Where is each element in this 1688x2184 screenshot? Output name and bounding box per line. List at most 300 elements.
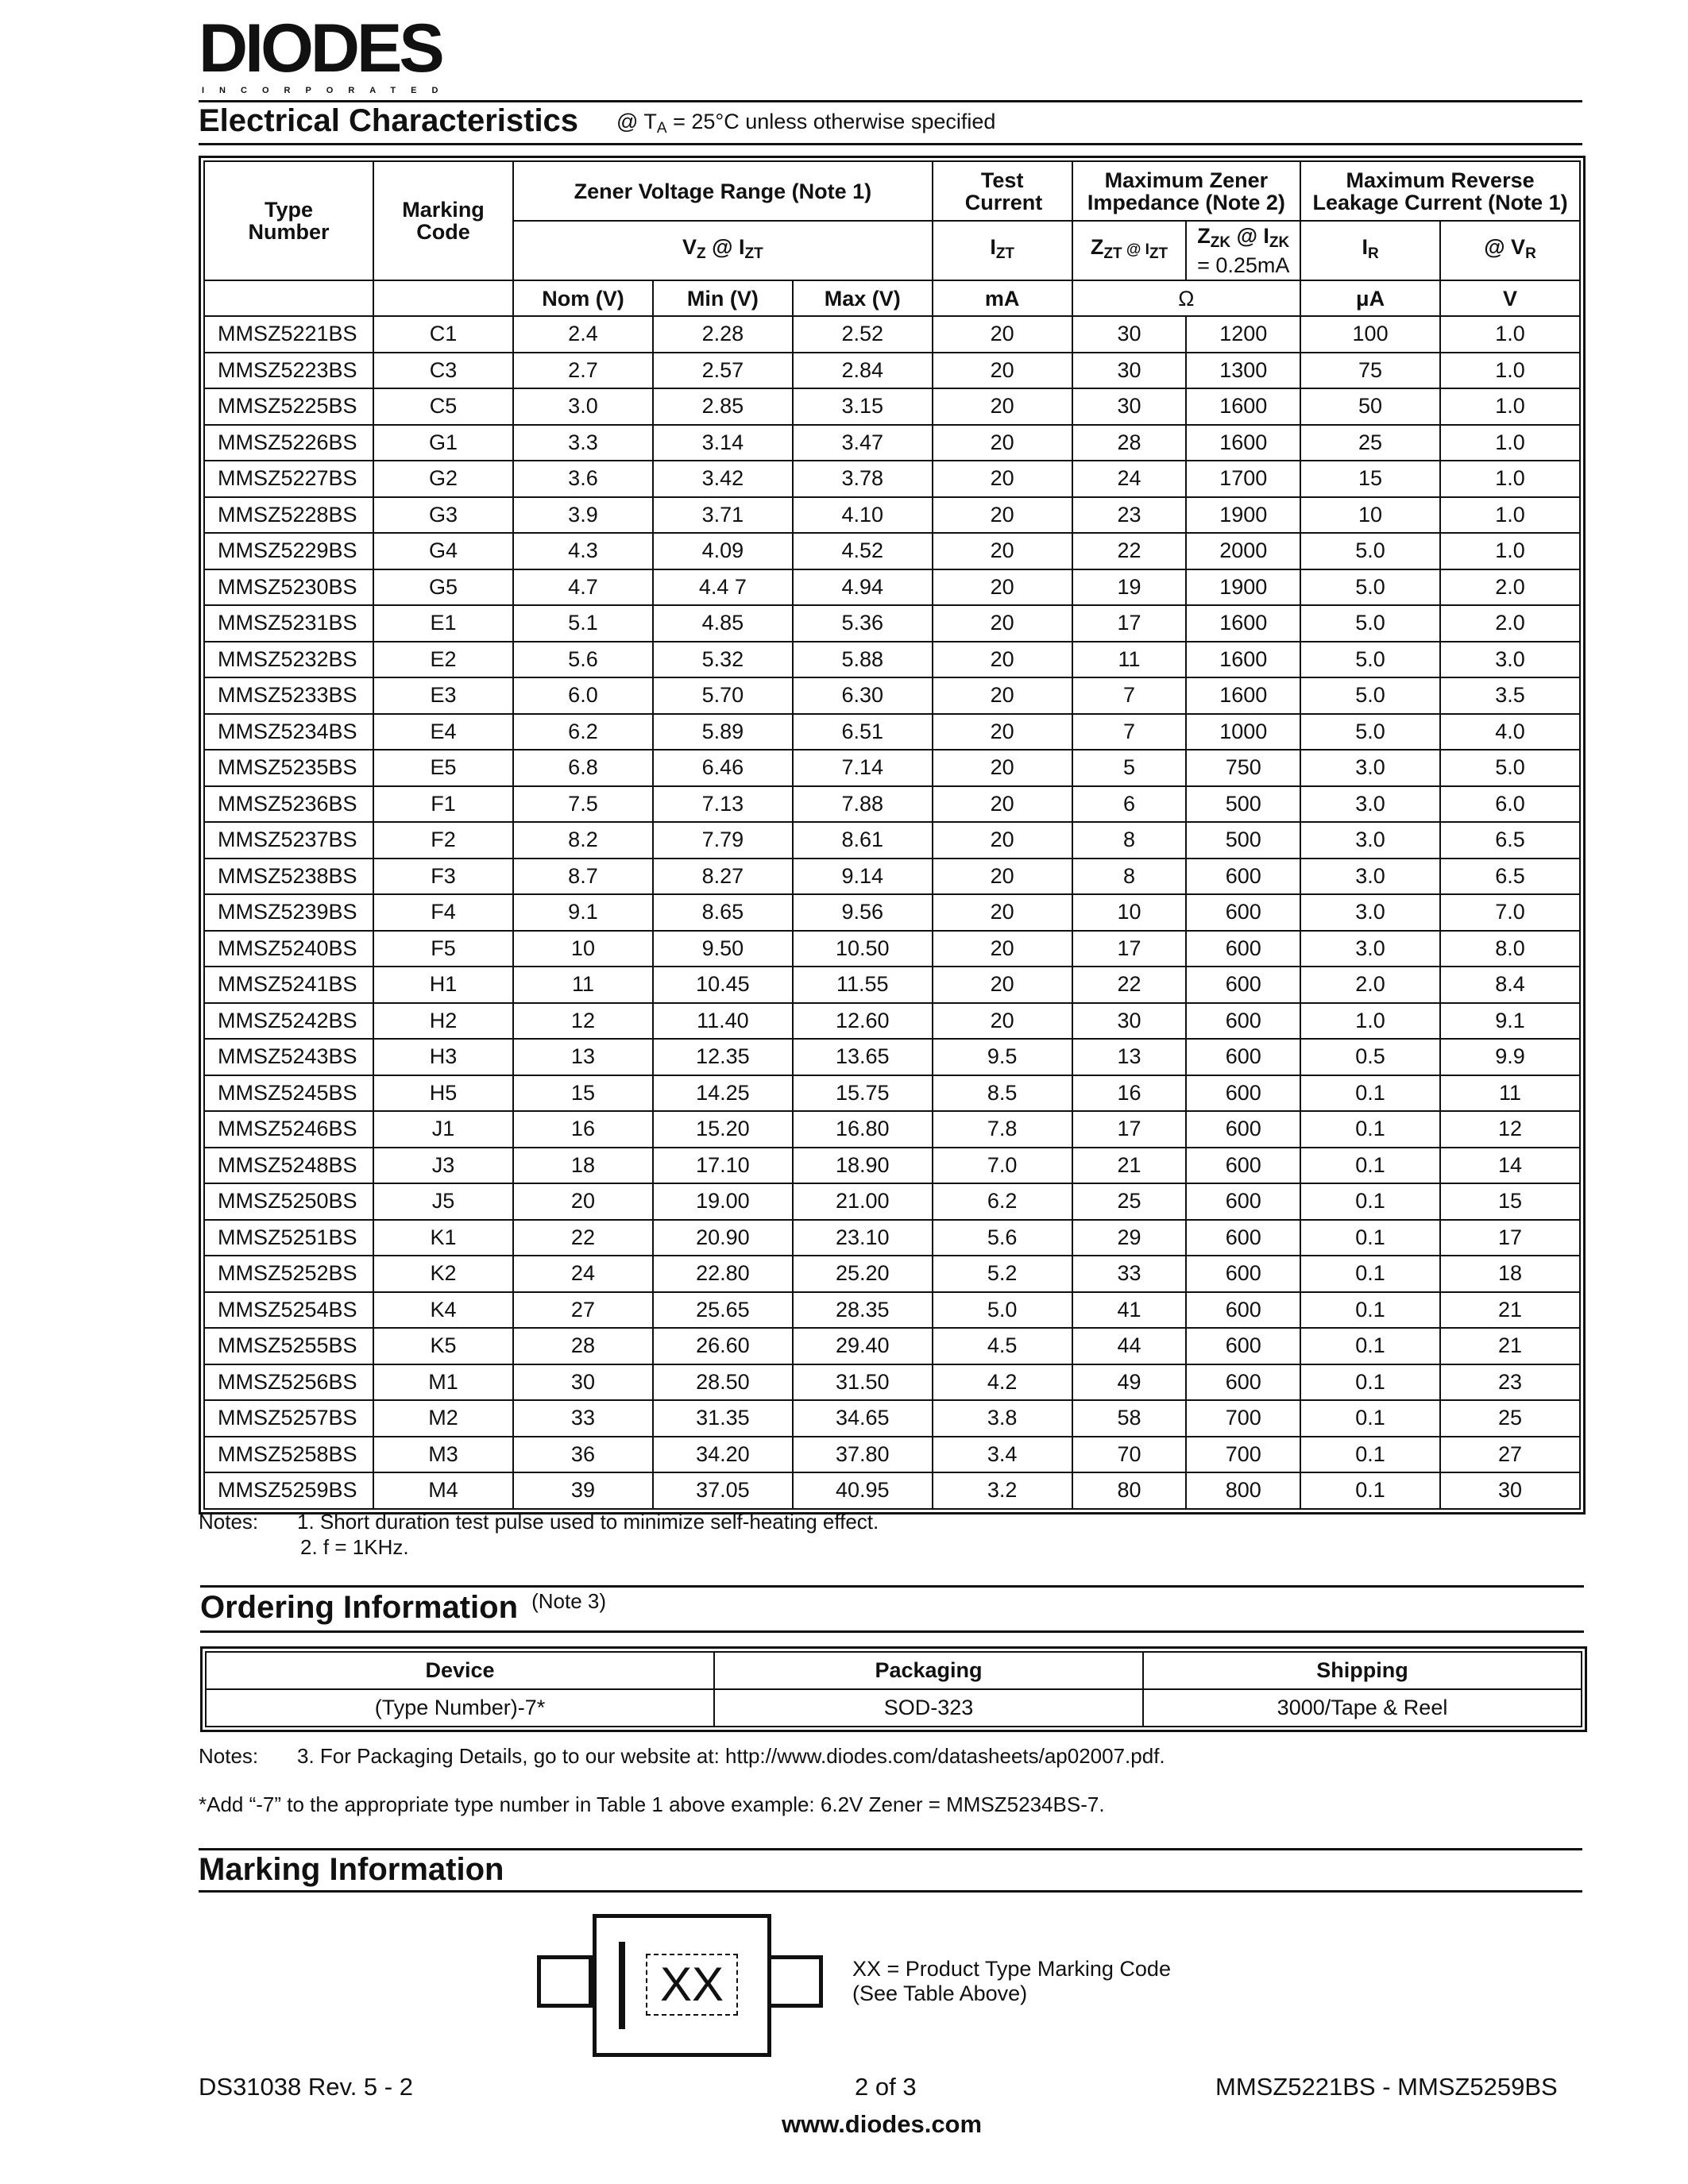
- cell-izt: 20: [933, 353, 1072, 389]
- cell-marking-code: F2: [373, 822, 513, 859]
- section-title-electrical: Electrical Characteristics: [199, 103, 579, 138]
- ordering-packaging: SOD-323: [714, 1689, 1143, 1727]
- cell-marking-code: J1: [373, 1111, 513, 1148]
- cell-zzt: 8: [1072, 822, 1187, 859]
- cell-zzk: 600: [1186, 1111, 1300, 1148]
- cell-vz-nom: 33: [513, 1400, 653, 1437]
- electrical-characteristics-table: [199, 156, 1586, 1515]
- cell-vr: 2.0: [1440, 569, 1580, 606]
- cell-zzt: 58: [1072, 1400, 1187, 1437]
- cell-zzk: 1200: [1186, 316, 1300, 353]
- cell-vz-max: 23.10: [793, 1220, 933, 1256]
- cell-zzt: 30: [1072, 388, 1187, 425]
- cell-marking-code: K4: [373, 1292, 513, 1329]
- cell-izt: 20: [933, 425, 1072, 461]
- cell-vz-min: 11.40: [653, 1003, 793, 1040]
- table-row: [204, 750, 1580, 786]
- cell-zzk: 600: [1186, 967, 1300, 1003]
- cell-vr: 1.0: [1440, 388, 1580, 425]
- cell-marking-code: J5: [373, 1183, 513, 1220]
- header-type-number: Type Number: [204, 161, 373, 280]
- ordering-header-shipping: Shipping: [1143, 1652, 1582, 1689]
- cell-ir: 5.0: [1300, 642, 1440, 678]
- diodes-logo: [199, 10, 485, 95]
- cell-ir: 5.0: [1300, 714, 1440, 751]
- cell-zzt: 22: [1072, 967, 1187, 1003]
- cell-izt: 20: [933, 859, 1072, 895]
- header-izt: $I_{ZT}$: [933, 221, 1072, 280]
- cell-vz-min: 25.65: [653, 1292, 793, 1329]
- cell-vz-min: 7.13: [653, 786, 793, 823]
- cell-vz-nom: 3.0: [513, 388, 653, 425]
- cell-izt: 6.2: [933, 1183, 1072, 1220]
- table-row: [204, 497, 1580, 534]
- cell-marking-code: H3: [373, 1039, 513, 1075]
- cell-ir: 3.0: [1300, 786, 1440, 823]
- cell-vr: 8.4: [1440, 967, 1580, 1003]
- cell-type-number: MMSZ5223BS: [204, 353, 373, 389]
- table-row: [204, 1183, 1580, 1220]
- cell-zzt: 22: [1072, 533, 1187, 569]
- cell-vz-min: 4.09: [653, 533, 793, 569]
- cell-marking-code: M2: [373, 1400, 513, 1437]
- cell-zzt: 10: [1072, 894, 1187, 931]
- cell-vr: 1.0: [1440, 425, 1580, 461]
- cell-vz-min: 17.10: [653, 1148, 793, 1184]
- cell-zzk: 1300: [1186, 353, 1300, 389]
- cell-marking-code: K1: [373, 1220, 513, 1256]
- cell-marking-code: G3: [373, 497, 513, 534]
- cell-izt: 20: [933, 786, 1072, 823]
- cell-vr: 21: [1440, 1328, 1580, 1364]
- cell-zzt: 7: [1072, 714, 1187, 751]
- cell-vr: 11: [1440, 1075, 1580, 1112]
- cell-vz-max: 29.40: [793, 1328, 933, 1364]
- cell-zzk: 1600: [1186, 642, 1300, 678]
- cell-vz-min: 2.57: [653, 353, 793, 389]
- cell-vz-nom: 27: [513, 1292, 653, 1329]
- cell-vz-max: 5.36: [793, 605, 933, 642]
- electrical-note-1: 1. Short duration test pulse used to minimize self-heating effect.: [297, 1510, 879, 1534]
- cell-marking-code: M1: [373, 1364, 513, 1401]
- cell-vz-nom: 13: [513, 1039, 653, 1075]
- cell-marking-code: F1: [373, 786, 513, 823]
- cell-vz-nom: 20: [513, 1183, 653, 1220]
- cell-ir: 15: [1300, 461, 1440, 497]
- cell-vz-min: 6.46: [653, 750, 793, 786]
- cell-marking-code: K5: [373, 1328, 513, 1364]
- cell-type-number: MMSZ5246BS: [204, 1111, 373, 1148]
- header-nom: Nom (V): [513, 280, 653, 316]
- marking-code-box: XX: [646, 1954, 738, 2016]
- cell-vz-max: 18.90: [793, 1148, 933, 1184]
- table-row: [204, 931, 1580, 967]
- cell-zzk: 1000: [1186, 714, 1300, 751]
- cell-ir: 0.1: [1300, 1292, 1440, 1329]
- cell-izt: 20: [933, 750, 1072, 786]
- table-row: [204, 1075, 1580, 1112]
- cell-ir: 5.0: [1300, 569, 1440, 606]
- cell-type-number: MMSZ5236BS: [204, 786, 373, 823]
- cell-vz-nom: 5.6: [513, 642, 653, 678]
- cell-vr: 15: [1440, 1183, 1580, 1220]
- cell-vz-nom: 3.9: [513, 497, 653, 534]
- cell-zzk: 2000: [1186, 533, 1300, 569]
- header-zzt: $Z_{ZT}$ @ $I_{ZT}$: [1072, 221, 1187, 280]
- cell-vz-max: 11.55: [793, 967, 933, 1003]
- cell-marking-code: E2: [373, 642, 513, 678]
- cell-zzt: 29: [1072, 1220, 1187, 1256]
- cell-vz-nom: 4.7: [513, 569, 653, 606]
- cell-type-number: MMSZ5225BS: [204, 388, 373, 425]
- table-row: [204, 714, 1580, 751]
- cell-marking-code: G4: [373, 533, 513, 569]
- header-marking-code: Marking Code: [373, 161, 513, 280]
- cell-type-number: MMSZ5232BS: [204, 642, 373, 678]
- cell-vz-min: 12.35: [653, 1039, 793, 1075]
- cell-type-number: MMSZ5233BS: [204, 677, 373, 714]
- cell-type-number: MMSZ5252BS: [204, 1256, 373, 1292]
- cell-izt: 20: [933, 714, 1072, 751]
- cell-type-number: MMSZ5229BS: [204, 533, 373, 569]
- cell-ir: 0.1: [1300, 1111, 1440, 1148]
- cell-zzt: 44: [1072, 1328, 1187, 1364]
- cell-vz-min: 9.50: [653, 931, 793, 967]
- cell-vr: 1.0: [1440, 533, 1580, 569]
- ordering-device: (Type Number)-7*: [206, 1689, 714, 1727]
- cell-vr: 6.5: [1440, 822, 1580, 859]
- cell-vr: 14: [1440, 1148, 1580, 1184]
- cell-vz-max: 7.14: [793, 750, 933, 786]
- marking-legend-line-2: (See Table Above): [852, 1981, 1028, 2005]
- cell-vz-nom: 30: [513, 1364, 653, 1401]
- header-blank: [204, 280, 373, 316]
- cell-zzk: 1600: [1186, 605, 1300, 642]
- cell-ir: 3.0: [1300, 822, 1440, 859]
- cell-vz-nom: 3.6: [513, 461, 653, 497]
- ordering-table: [200, 1646, 1587, 1732]
- cell-vr: 21: [1440, 1292, 1580, 1329]
- cell-vz-min: 37.05: [653, 1472, 793, 1509]
- cell-vz-max: 34.65: [793, 1400, 933, 1437]
- cathode-band: [619, 1942, 625, 2029]
- cell-zzk: 750: [1186, 750, 1300, 786]
- cell-zzt: 30: [1072, 1003, 1187, 1040]
- cell-izt: 20: [933, 388, 1072, 425]
- footer-part-range: MMSZ5221BS - MMSZ5259BS: [1215, 2073, 1558, 2101]
- cell-vz-min: 2.85: [653, 388, 793, 425]
- ordering-add-note: *Add “-7” to the appropriate type number in Table 1 above example: 6.2V Zener = MMSZ5234BS-7.: [199, 1792, 1105, 1816]
- divider: [199, 1890, 1582, 1893]
- cell-vz-nom: 12: [513, 1003, 653, 1040]
- cell-vz-nom: 15: [513, 1075, 653, 1112]
- table-row: [204, 677, 1580, 714]
- table-row: [204, 461, 1580, 497]
- package-lead-right: [767, 1955, 823, 2008]
- cell-vr: 23: [1440, 1364, 1580, 1401]
- cell-zzt: 23: [1072, 497, 1187, 534]
- cell-izt: 20: [933, 569, 1072, 606]
- header-max-leakage: Maximum Reverse Leakage Current (Note 1): [1300, 161, 1580, 221]
- cell-type-number: MMSZ5237BS: [204, 822, 373, 859]
- cell-vz-min: 10.45: [653, 967, 793, 1003]
- cell-ir: 50: [1300, 388, 1440, 425]
- cell-ir: 3.0: [1300, 894, 1440, 931]
- cell-type-number: MMSZ5242BS: [204, 1003, 373, 1040]
- cell-zzt: 13: [1072, 1039, 1187, 1075]
- cell-type-number: MMSZ5239BS: [204, 894, 373, 931]
- cell-type-number: MMSZ5256BS: [204, 1364, 373, 1401]
- cell-vz-nom: 6.0: [513, 677, 653, 714]
- ordering-shipping: 3000/Tape & Reel: [1143, 1689, 1582, 1727]
- marking-legend-line-1: XX = Product Type Marking Code: [852, 1957, 1171, 1981]
- cell-vz-max: 7.88: [793, 786, 933, 823]
- table-row: [204, 1220, 1580, 1256]
- cell-zzt: 41: [1072, 1292, 1187, 1329]
- cell-zzk: 800: [1186, 1472, 1300, 1509]
- logo-wordmark: DIODES: [199, 10, 442, 87]
- cell-marking-code: E3: [373, 677, 513, 714]
- cell-ir: 5.0: [1300, 533, 1440, 569]
- cell-vr: 1.0: [1440, 497, 1580, 534]
- cell-vz-min: 20.90: [653, 1220, 793, 1256]
- cell-vr: 4.0: [1440, 714, 1580, 751]
- cell-marking-code: H1: [373, 967, 513, 1003]
- cell-ir: 3.0: [1300, 750, 1440, 786]
- cell-zzk: 1700: [1186, 461, 1300, 497]
- cell-vz-min: 19.00: [653, 1183, 793, 1220]
- cell-ir: 5.0: [1300, 605, 1440, 642]
- package-lead-left: [537, 1955, 593, 2008]
- cell-izt: 20: [933, 822, 1072, 859]
- cell-vz-max: 3.78: [793, 461, 933, 497]
- cell-zzt: 21: [1072, 1148, 1187, 1184]
- cell-type-number: MMSZ5245BS: [204, 1075, 373, 1112]
- header-vz-at-izt: $V_Z$ @ $I_{ZT}$: [513, 221, 933, 280]
- cell-vz-max: 15.75: [793, 1075, 933, 1112]
- cell-zzk: 600: [1186, 1364, 1300, 1401]
- table-row: [204, 1472, 1580, 1509]
- cell-vr: 6.5: [1440, 859, 1580, 895]
- cell-ir: 0.1: [1300, 1328, 1440, 1364]
- cell-marking-code: M4: [373, 1472, 513, 1509]
- cell-zzk: 600: [1186, 1039, 1300, 1075]
- cell-ir: 0.1: [1300, 1437, 1440, 1473]
- cell-izt: 5.2: [933, 1256, 1072, 1292]
- cell-vz-min: 8.65: [653, 894, 793, 931]
- cell-vz-max: 25.20: [793, 1256, 933, 1292]
- cell-zzt: 80: [1072, 1472, 1187, 1509]
- footer-doc-number: DS31038 Rev. 5 - 2: [199, 2073, 413, 2101]
- cell-vz-min: 4.4 7: [653, 569, 793, 606]
- electrical-table-body: [204, 316, 1580, 1509]
- cell-type-number: MMSZ5254BS: [204, 1292, 373, 1329]
- cell-izt: 20: [933, 605, 1072, 642]
- cell-vr: 25: [1440, 1400, 1580, 1437]
- cell-marking-code: M3: [373, 1437, 513, 1473]
- cell-zzt: 30: [1072, 316, 1187, 353]
- cell-izt: 8.5: [933, 1075, 1072, 1112]
- cell-zzt: 5: [1072, 750, 1187, 786]
- cell-vr: 30: [1440, 1472, 1580, 1509]
- cell-ir: 0.5: [1300, 1039, 1440, 1075]
- cell-izt: 3.8: [933, 1400, 1072, 1437]
- header-test-current: Test Current: [933, 161, 1072, 221]
- cell-vz-min: 5.70: [653, 677, 793, 714]
- cell-zzk: 500: [1186, 822, 1300, 859]
- cell-vr: 18: [1440, 1256, 1580, 1292]
- cell-zzt: 33: [1072, 1256, 1187, 1292]
- table-row: [204, 605, 1580, 642]
- cell-marking-code: E4: [373, 714, 513, 751]
- cell-izt: 7.8: [933, 1111, 1072, 1148]
- cell-ir: 0.1: [1300, 1256, 1440, 1292]
- cell-izt: 3.4: [933, 1437, 1072, 1473]
- cell-izt: 5.0: [933, 1292, 1072, 1329]
- cell-vz-nom: 8.2: [513, 822, 653, 859]
- cell-vz-nom: 2.7: [513, 353, 653, 389]
- package-body: [593, 1914, 771, 2057]
- cell-marking-code: J3: [373, 1148, 513, 1184]
- cell-zzt: 28: [1072, 425, 1187, 461]
- table-row: [204, 388, 1580, 425]
- cell-ir: 0.1: [1300, 1364, 1440, 1401]
- cell-vz-nom: 2.4: [513, 316, 653, 353]
- cell-type-number: MMSZ5259BS: [204, 1472, 373, 1509]
- cell-zzk: 1600: [1186, 388, 1300, 425]
- cell-vz-nom: 28: [513, 1328, 653, 1364]
- cell-zzk: 600: [1186, 1183, 1300, 1220]
- cell-marking-code: C1: [373, 316, 513, 353]
- cell-vz-min: 4.85: [653, 605, 793, 642]
- cell-vz-max: 4.52: [793, 533, 933, 569]
- electrical-note-2: 2. f = 1KHz.: [300, 1535, 409, 1559]
- cell-zzt: 17: [1072, 1111, 1187, 1148]
- cell-vz-nom: 39: [513, 1472, 653, 1509]
- ordering-note-3: 3. For Packaging Details, go to our website at: http://www.diodes.com/datasheets/ap02007.pdf.: [297, 1744, 1165, 1768]
- cell-vz-max: 6.51: [793, 714, 933, 751]
- cell-zzt: 11: [1072, 642, 1187, 678]
- table-row: [204, 1039, 1580, 1075]
- cell-izt: 7.0: [933, 1148, 1072, 1184]
- cell-zzk: 1900: [1186, 497, 1300, 534]
- cell-marking-code: F5: [373, 931, 513, 967]
- cell-marking-code: G5: [373, 569, 513, 606]
- cell-zzk: 700: [1186, 1400, 1300, 1437]
- cell-type-number: MMSZ5227BS: [204, 461, 373, 497]
- table-row: [204, 1364, 1580, 1401]
- cell-type-number: MMSZ5240BS: [204, 931, 373, 967]
- cell-vz-min: 7.79: [653, 822, 793, 859]
- cell-zzt: 6: [1072, 786, 1187, 823]
- cell-type-number: MMSZ5250BS: [204, 1183, 373, 1220]
- cell-vz-max: 10.50: [793, 931, 933, 967]
- cell-vz-max: 16.80: [793, 1111, 933, 1148]
- cell-izt: 20: [933, 931, 1072, 967]
- cell-vz-max: 40.95: [793, 1472, 933, 1509]
- table-row: [204, 353, 1580, 389]
- cell-zzk: 600: [1186, 931, 1300, 967]
- cell-zzt: 24: [1072, 461, 1187, 497]
- header-vr: @ $V_R$: [1440, 221, 1580, 280]
- header-min: Min (V): [653, 280, 793, 316]
- cell-izt: 20: [933, 642, 1072, 678]
- header-ma: mA: [933, 280, 1072, 316]
- cell-izt: 20: [933, 461, 1072, 497]
- cell-vz-nom: 5.1: [513, 605, 653, 642]
- cell-vz-nom: 4.3: [513, 533, 653, 569]
- cell-vr: 3.0: [1440, 642, 1580, 678]
- electrical-notes-label: Notes:: [199, 1510, 259, 1534]
- table-row: [204, 425, 1580, 461]
- cell-vz-nom: 22: [513, 1220, 653, 1256]
- divider: [200, 1630, 1584, 1633]
- cell-vr: 3.5: [1440, 677, 1580, 714]
- cell-vz-nom: 16: [513, 1111, 653, 1148]
- cell-zzt: 17: [1072, 605, 1187, 642]
- cell-vr: 1.0: [1440, 461, 1580, 497]
- marking-legend: [852, 1957, 1171, 2006]
- electrical-condition: @ $T_A = 25^\circ C$ unless otherwise specified: [616, 110, 996, 137]
- cell-vz-min: 26.60: [653, 1328, 793, 1364]
- cell-type-number: MMSZ5230BS: [204, 569, 373, 606]
- cell-type-number: MMSZ5258BS: [204, 1437, 373, 1473]
- section-title-ordering: Ordering Information $^{(Note 3)}$: [200, 1589, 607, 1625]
- cell-vz-nom: 3.3: [513, 425, 653, 461]
- table-row: [204, 1400, 1580, 1437]
- table-row: [204, 1148, 1580, 1184]
- cell-zzt: 17: [1072, 931, 1187, 967]
- cell-ir: 1.0: [1300, 1003, 1440, 1040]
- cell-vr: 17: [1440, 1220, 1580, 1256]
- cell-zzk: 600: [1186, 1256, 1300, 1292]
- cell-vz-min: 3.14: [653, 425, 793, 461]
- cell-vr: 9.1: [1440, 1003, 1580, 1040]
- cell-marking-code: H2: [373, 1003, 513, 1040]
- cell-zzt: 8: [1072, 859, 1187, 895]
- cell-vz-max: 3.47: [793, 425, 933, 461]
- cell-vz-min: 14.25: [653, 1075, 793, 1112]
- cell-vz-nom: 10: [513, 931, 653, 967]
- cell-zzk: 600: [1186, 1328, 1300, 1364]
- table-row: [204, 1328, 1580, 1364]
- cell-vz-min: 3.42: [653, 461, 793, 497]
- cell-type-number: MMSZ5238BS: [204, 859, 373, 895]
- cell-type-number: MMSZ5235BS: [204, 750, 373, 786]
- header-v: V: [1440, 280, 1580, 316]
- cell-ir: 0.1: [1300, 1400, 1440, 1437]
- table-row: [204, 316, 1580, 353]
- footer-website-link[interactable]: www.diodes.com: [782, 2110, 983, 2138]
- cell-izt: 4.2: [933, 1364, 1072, 1401]
- table-row: [204, 1292, 1580, 1329]
- divider: [199, 143, 1582, 145]
- cell-type-number: MMSZ5221BS: [204, 316, 373, 353]
- cell-ir: 0.1: [1300, 1148, 1440, 1184]
- cell-type-number: MMSZ5241BS: [204, 967, 373, 1003]
- cell-type-number: MMSZ5231BS: [204, 605, 373, 642]
- table-row: [204, 859, 1580, 895]
- cell-vz-nom: 6.8: [513, 750, 653, 786]
- cell-ir: 25: [1300, 425, 1440, 461]
- cell-ir: 0.1: [1300, 1075, 1440, 1112]
- cell-vz-min: 22.80: [653, 1256, 793, 1292]
- header-ohm: Ω: [1072, 280, 1300, 316]
- table-row: [204, 894, 1580, 931]
- cell-vz-min: 31.35: [653, 1400, 793, 1437]
- cell-type-number: MMSZ5228BS: [204, 497, 373, 534]
- cell-type-number: MMSZ5226BS: [204, 425, 373, 461]
